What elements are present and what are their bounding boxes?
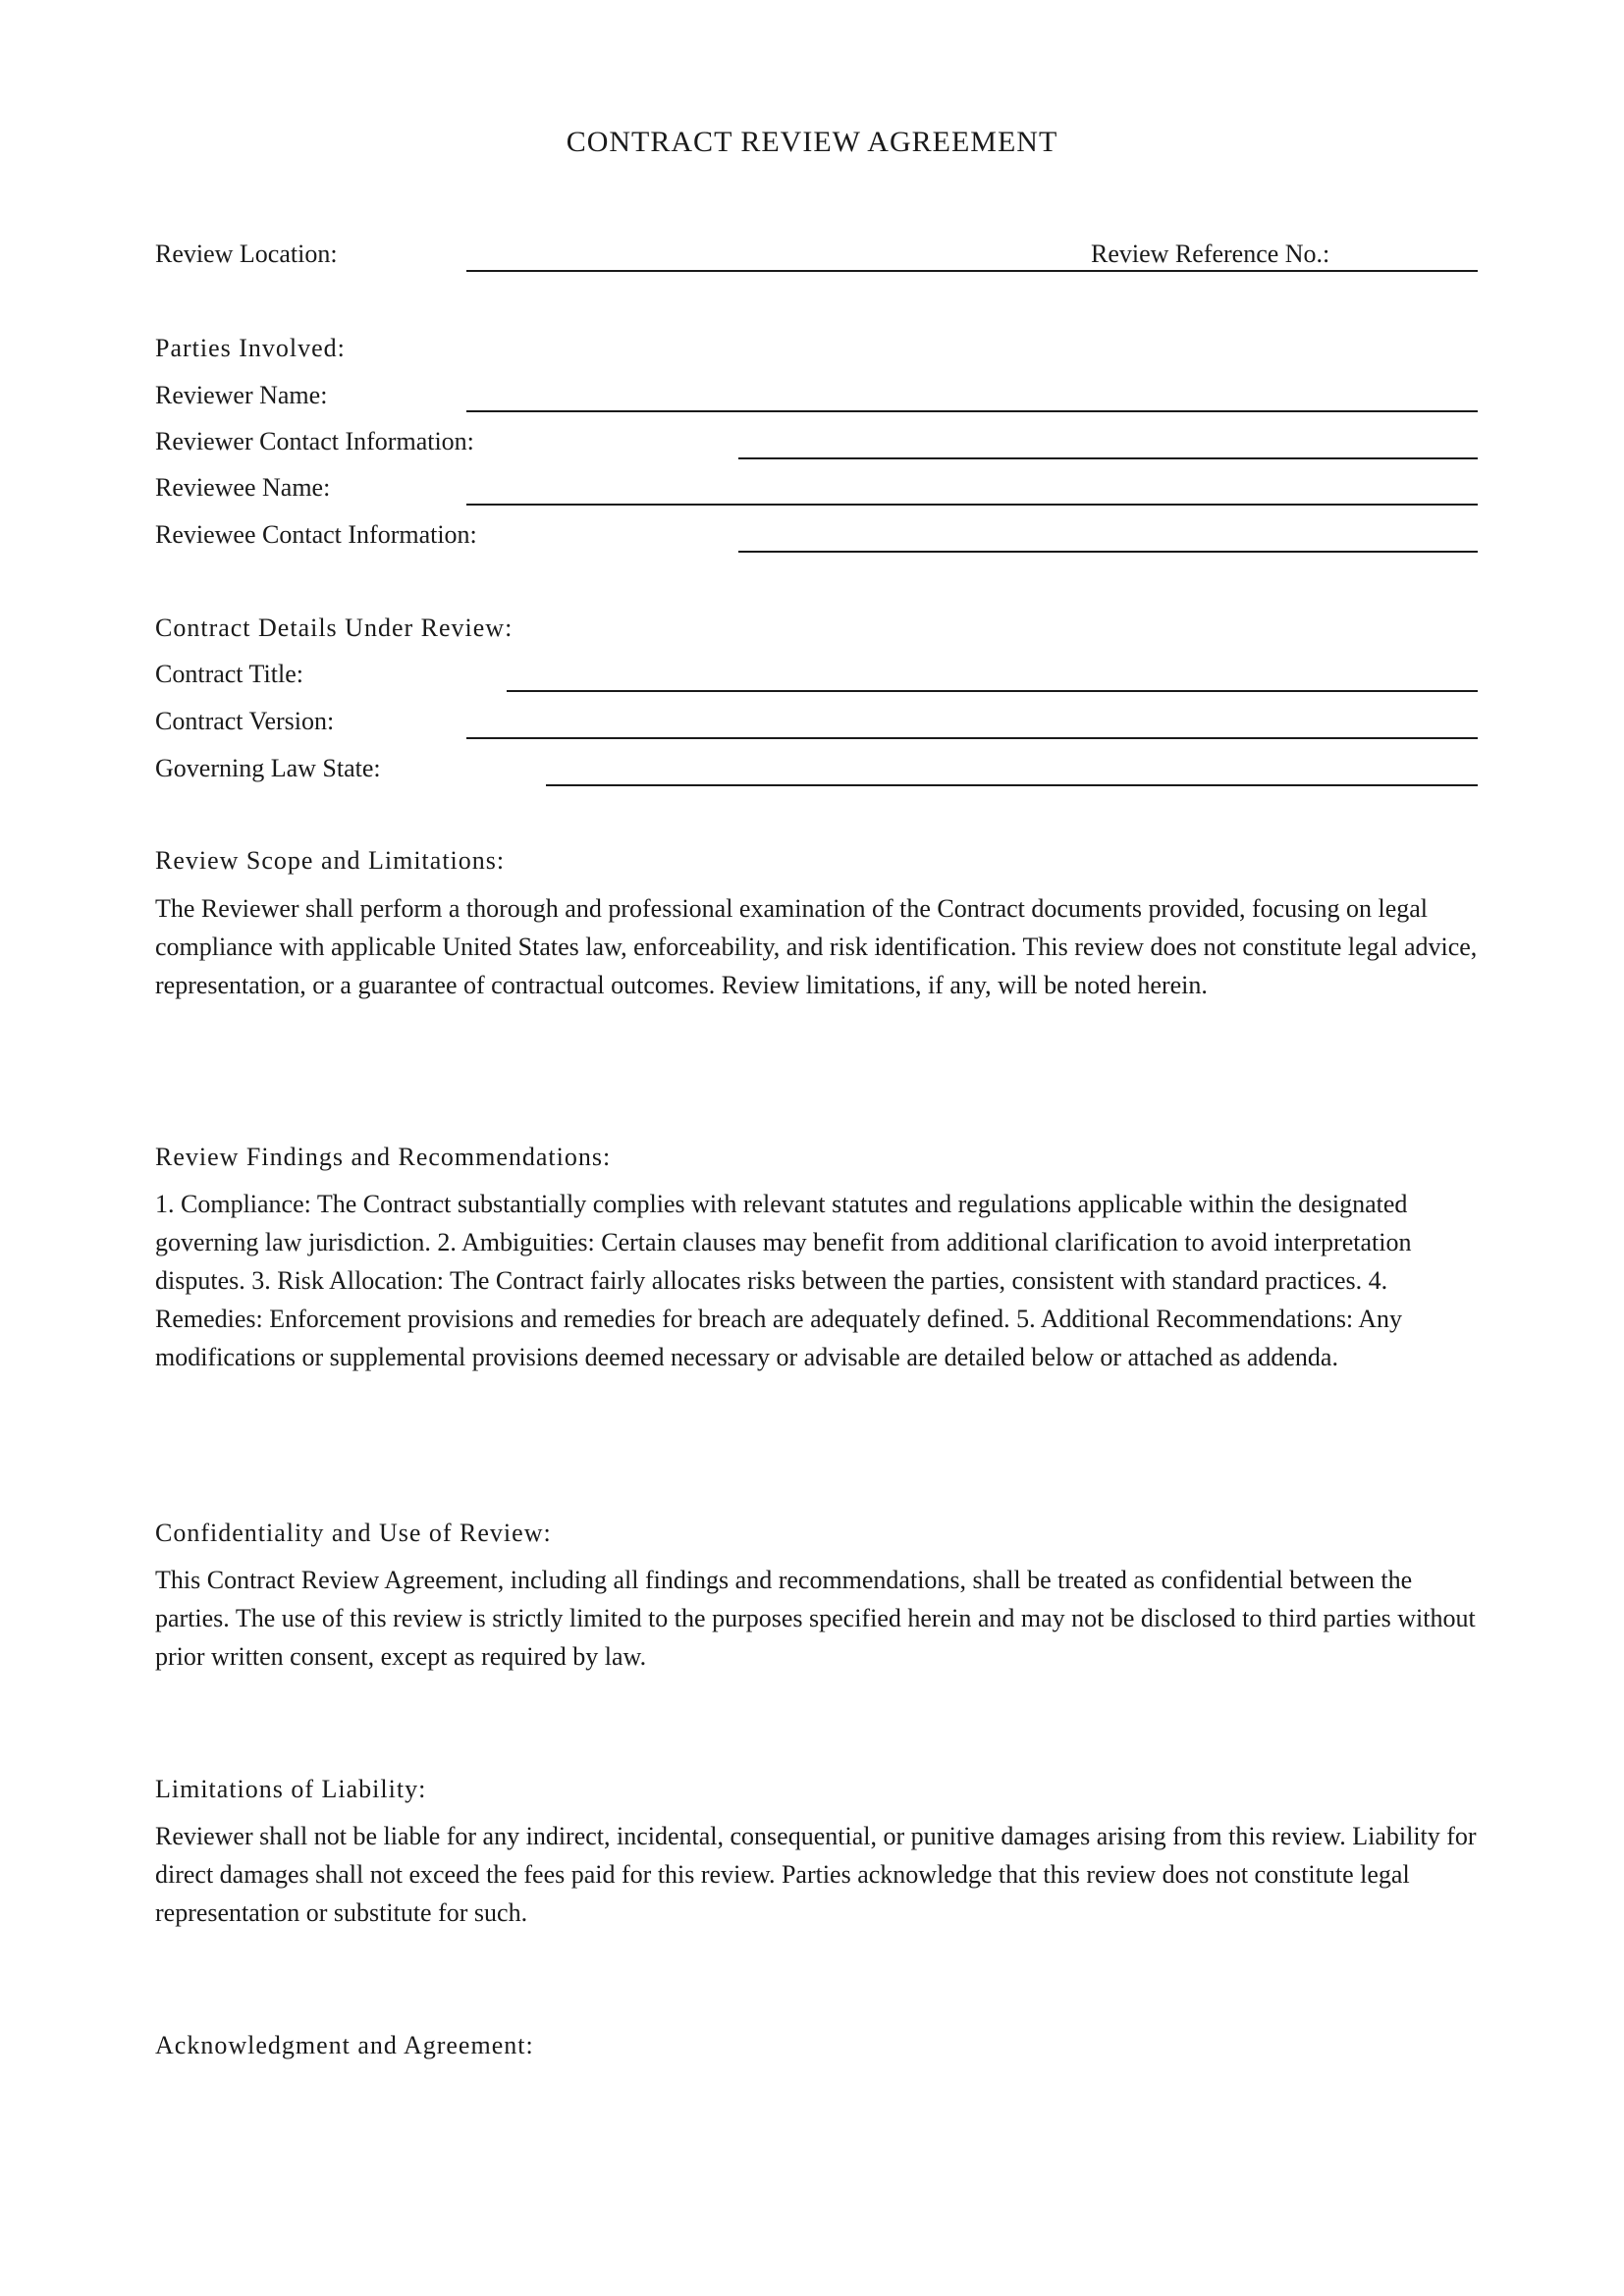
- scope-body: The Reviewer shall perform a thorough and professional examination of the Contract documents provided, focusing on legal compliance with applicable United States law, enforceability, and risk identification. This review does not constitute legal advice, representation, or a guarantee of contractual outcomes. Review limitations, if any, will be noted herein.: [155, 894, 1478, 999]
- liability-heading: Limitations of Liability:: [155, 1775, 427, 1803]
- reviewee-name-field[interactable]: [466, 504, 1478, 506]
- review-location-field[interactable]: [466, 270, 1478, 272]
- contract-title-label: Contract Title:: [155, 660, 303, 688]
- review-reference-label: Review Reference No.:: [1091, 240, 1330, 268]
- reviewer-contact-field[interactable]: [738, 457, 1478, 459]
- scope-heading: Review Scope and Limitations:: [155, 846, 506, 875]
- contract-title-field[interactable]: [507, 690, 1478, 692]
- review-location-label: Review Location:: [155, 240, 338, 268]
- acknowledgment-heading: Acknowledgment and Agreement:: [155, 2031, 534, 2059]
- findings-heading: Review Findings and Recommendations:: [155, 1143, 612, 1171]
- contract-details-heading: Contract Details Under Review:: [155, 614, 514, 642]
- document-title: CONTRACT REVIEW AGREEMENT: [566, 126, 1058, 158]
- parties-heading: Parties Involved:: [155, 334, 346, 362]
- reviewer-name-label: Reviewer Name:: [155, 381, 328, 409]
- reviewer-name-field[interactable]: [466, 410, 1478, 412]
- confidentiality-heading: Confidentiality and Use of Review:: [155, 1519, 552, 1547]
- liability-body: Reviewer shall not be liable for any indirect, incidental, consequential, or punitive damages arising from this review. Liability for direct damages shall not exceed the fees paid for this review. Parties acknowledge that this review does not constitute legal representation or substitute for such.: [155, 1822, 1477, 1927]
- reviewee-contact-label: Reviewee Contact Information:: [155, 520, 477, 549]
- findings-body: 1. Compliance: The Contract substantially complies with relevant statutes and regulations applicable within the designated governing law jurisdiction. 2. Ambiguities: Certain clauses may benefit from additional clarification to avoid interpretation disputes. 3. Risk Allocation: The Contract fairly allocates risks between the parties, consistent with standard practices. 4. Remedies: Enforcement provisions and remedies for breach are adequately defined. 5. Additional Recommendations: Any modifications or supplemental provisions deemed necessary or advisable are detailed below or attached as addenda.: [155, 1190, 1412, 1371]
- reviewer-contact-label: Reviewer Contact Information:: [155, 427, 474, 455]
- contract-version-label: Contract Version:: [155, 707, 335, 735]
- reviewee-contact-field[interactable]: [738, 551, 1478, 553]
- confidentiality-body: This Contract Review Agreement, including all findings and recommendations, shall be treated as confidential between the parties. The use of this review is strictly limited to the purposes specified herein and may not be disclosed to third parties without prior written consent, except as required by law.: [155, 1566, 1476, 1671]
- contract-version-field[interactable]: [466, 737, 1478, 739]
- governing-law-label: Governing Law State:: [155, 754, 381, 782]
- reviewee-name-label: Reviewee Name:: [155, 473, 331, 502]
- governing-law-field[interactable]: [546, 784, 1478, 786]
